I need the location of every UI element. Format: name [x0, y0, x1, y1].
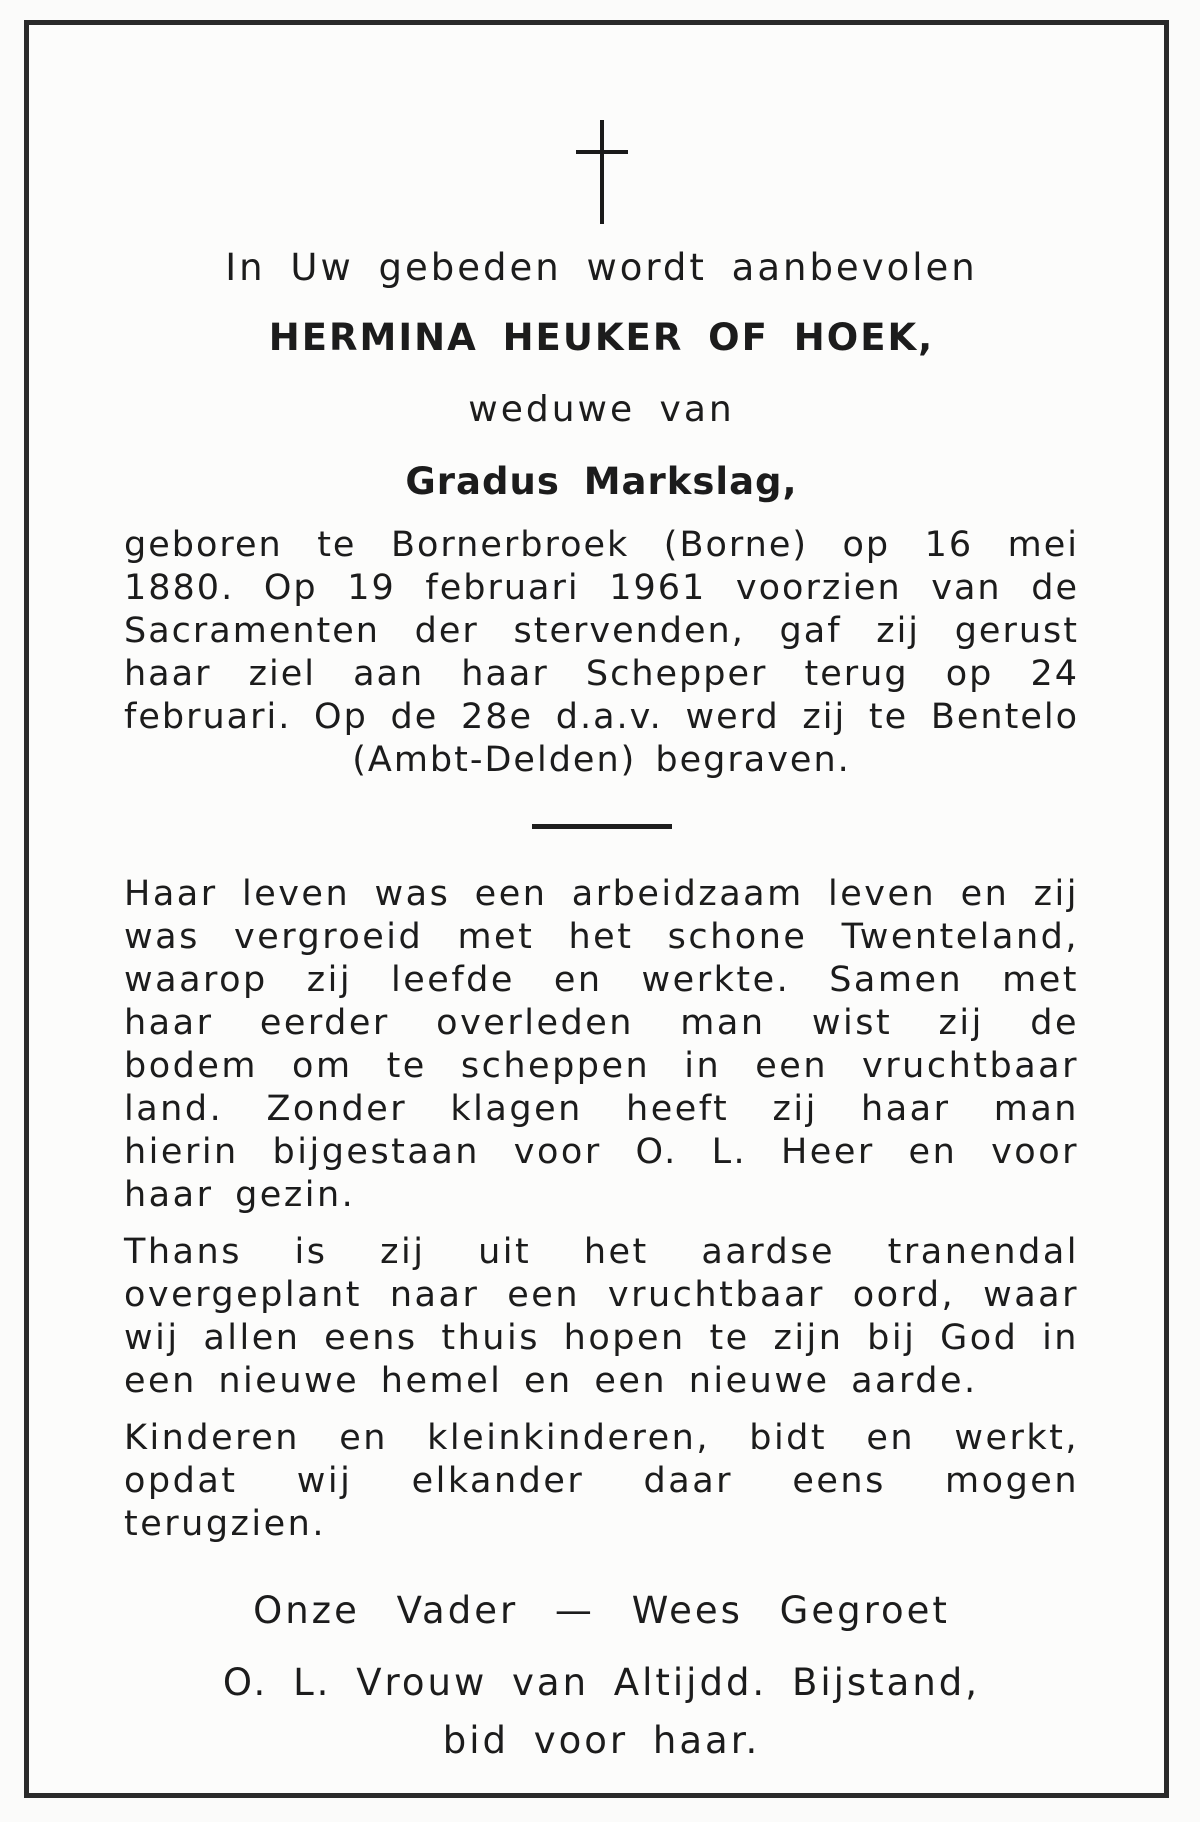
relation-line: weduwe van [468, 389, 735, 430]
card-content [124, 120, 1079, 1770]
life-details: geboren te Bornerbroek (Borne) op 16 mei 1880. Op 19 februari 1961 voorzien van de Sacramenten der stervenden, gaf zij gerust haar ziel aan haar Schepper terug op 24 februari. Op de 28e d.a.v. werd zij te Bentelo (Ambt-Delden) begraven. [124, 525, 1079, 780]
tribute-paragraph: Kinderen en kleinkinderen, bidt en werkt, opdat wij elkander daar eens mogen terugzien. [124, 1418, 1079, 1544]
closing-line: bid voor haar. [442, 1719, 761, 1762]
tribute-paragraph: Haar leven was een arbeidzaam leven en zij was vergroeid met het schone Twenteland, waarop zij leefde en werkte. Samen met haar eerder overleden man wist zij de bodem om te scheppen in een vruchtbaar land. Zonder klagen heeft zij haar man hierin bijgestaan voor O. L. Heer en voor haar gezin. [124, 874, 1079, 1215]
cross-icon [572, 120, 632, 224]
tribute-paragraph: Thans is zij uit het aardse tranendal overgeplant naar een vruchtbaar oord, waar wij allen eens thuis hopen te zijn bij God in een nieuwe hemel en een nieuwe aarde. [124, 1232, 1079, 1401]
deceased-name: HERMINA HEUKER OF HOEK, [268, 316, 935, 359]
opening-line: In Uw gebeden wordt aanbevolen [225, 246, 978, 289]
divider-rule [532, 824, 672, 829]
prayer-line: Onze Vader — Wees Gegroet [253, 1589, 950, 1632]
invocation-line: O. L. Vrouw van Altijdd. Bijstand, [222, 1661, 981, 1704]
spouse-name: Gradus Markslag, [405, 460, 798, 503]
memorial-card [24, 20, 1169, 1798]
